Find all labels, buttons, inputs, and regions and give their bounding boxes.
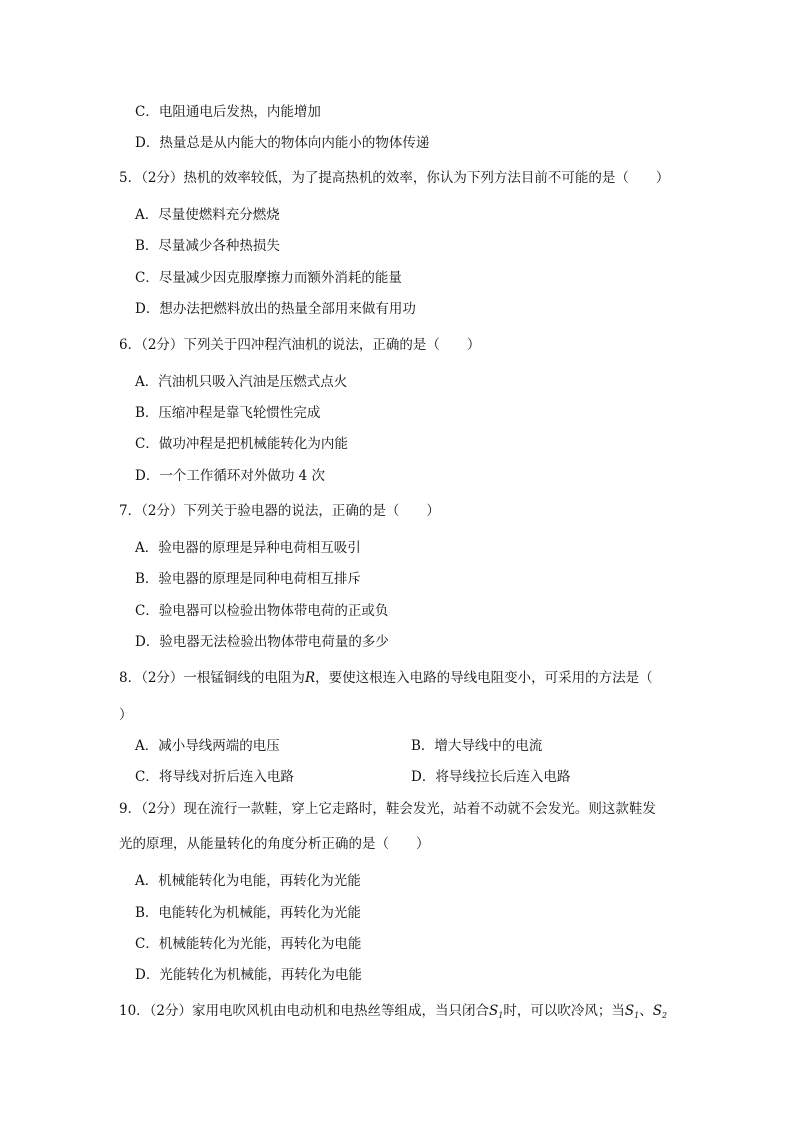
q7-option-c: C．验电器可以检验出物体带电荷的正或负 <box>135 603 389 619</box>
q8-option-a: A．减小导线两端的电压 <box>135 738 280 754</box>
q10-switch-s1-again: $S_1$ <box>624 1003 640 1020</box>
q5-option-a: A．尽量使燃料充分燃烧 <box>135 207 280 223</box>
q9-option-b: B．电能转化为机械能，再转化为光能 <box>135 905 361 921</box>
q4-option-c: C．电阻通电后发热，内能增加 <box>135 104 321 120</box>
q8-stem <box>119 668 653 688</box>
q5-option-d: D．想办法把燃料放出的热量全部用来做有用功 <box>135 301 416 317</box>
q8-stem-part2: ，要使这根连入电路的导线电阻变小，可采用的方法是（ <box>315 670 653 686</box>
q5-option-c: C．尽量减少因克服摩擦力而额外消耗的能量 <box>135 270 402 286</box>
q7-option-d: D．验电器无法检验出物体带电荷量的多少 <box>135 634 389 650</box>
q10-switch-s2: $S_2$ <box>652 1003 668 1020</box>
q10-stem-part2: 时，可以吹冷风；当 <box>503 1003 625 1019</box>
q8-stem-line2: ） <box>119 707 133 723</box>
q9-option-c: C．机械能转化为光能，再转化为电能 <box>135 936 362 952</box>
q8-variable-r: R <box>304 670 316 686</box>
q9-stem-line2: 光的原理，从能量转化的角度分析正确的是（ ） <box>119 836 430 852</box>
q9-option-a: A．机械能转化为电能，再转化为光能 <box>135 873 361 889</box>
q10-stem-part1: 10．（2分）家用电吹风机由电动机和电热丝等组成，当只闭合 <box>119 1003 490 1019</box>
q6-stem: 6．（2分）下列关于四冲程汽油机的说法，正确的是（ ） <box>119 337 481 353</box>
q6-option-a: A．汽油机只吸入汽油是压燃式点火 <box>135 374 348 390</box>
q10-switch-s1: $S_1$ <box>489 1003 504 1020</box>
q7-stem: 7．（2分）下列关于验电器的说法，正确的是（ ） <box>119 503 440 519</box>
q5-option-b: B．尽量减少各种热损失 <box>135 238 280 254</box>
q4-option-d: D．热量总是从内能大的物体向内能小的物体传递 <box>135 135 430 151</box>
q8-option-d: D．将导线拉长后连入电路 <box>411 769 571 785</box>
q10-stem <box>119 1001 667 1026</box>
q9-stem-line1: 9．（2分）现在流行一款鞋，穿上它走路时，鞋会发光，站着不动就不会发光。则这款鞋发 <box>119 801 656 817</box>
q6-option-d: D．一个工作循环对外做功 4 次 <box>135 468 325 484</box>
q9-option-d: D．光能转化为机械能，再转化为电能 <box>135 967 362 983</box>
q7-option-a: A．验电器的原理是异种电荷相互吸引 <box>135 540 361 556</box>
q8-option-b: B．增大导线中的电流 <box>411 738 543 754</box>
q6-option-b: B．压缩冲程是靠飞轮惯性完成 <box>135 405 321 421</box>
q10-separator: 、 <box>639 1003 653 1019</box>
q8-option-c: C．将导线对折后连入电路 <box>135 769 294 785</box>
q8-stem-part1: 8．（2分）一根锰铜线的电阻为 <box>119 670 305 686</box>
q7-option-b: B．验电器的原理是同种电荷相互排斥 <box>135 571 361 587</box>
q5-stem: 5．（2分）热机的效率较低，为了提高热机的效率，你认为下列方法目前不可能的是（ ） <box>119 170 670 186</box>
q6-option-c: C．做功冲程是把机械能转化为内能 <box>135 436 348 452</box>
